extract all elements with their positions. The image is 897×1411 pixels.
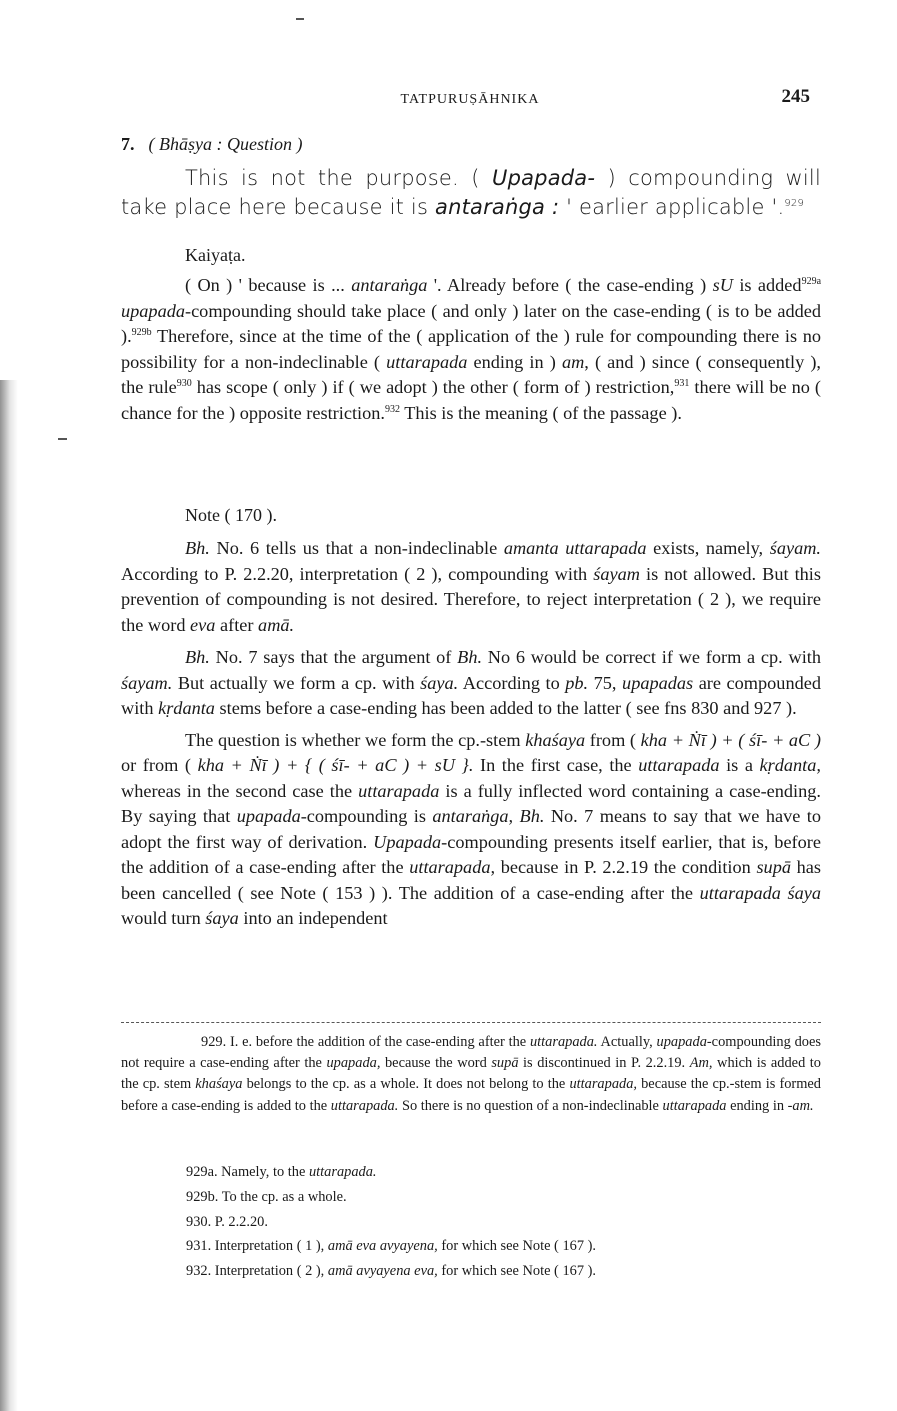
text-run: has been cancelled ( see Note ( 153 ) ). The addition of a case-ending after the [121,857,821,903]
section-label: ( Bhāṣya : Question ) [148,134,303,154]
section-heading [121,134,302,155]
text-run: has scope ( only ) if ( we adopt ) the other ( form of ) restriction, [191,377,675,397]
text-run-italic: pb. [565,672,589,693]
text-run-italic: amanta uttarapada [503,538,647,558]
text-run-italic: amā. [258,614,295,635]
note-paragraph-2 [121,645,821,722]
text-run: The question is whether we form the cp.-stem [185,729,526,750]
footnote-931 [186,1236,826,1256]
text-run-italic: upapada [121,300,185,321]
note-paragraph-3 [121,728,821,932]
footnote-ref: 929 [784,198,805,209]
text-run: for which see Note ( 167 ). [437,1263,597,1279]
text-run-italic: antaraṅga, Bh. [432,806,545,826]
text-run: No. 6 tells us that a non-indeclinable [209,538,504,558]
text-run: No. 7 says that the argument of [209,647,458,667]
text-run: ending in [726,1097,788,1114]
text-run-italic: kha + Ṅī ) + ( śī- + aC ) [640,729,821,750]
text-run: -compounding presents itself earlier, that is, before the addition of a case-ending after the [121,831,821,877]
text-run: , ( and ) since ( consequently ), the rule [121,351,821,397]
text-run-italic: supā [491,1055,519,1072]
text-run-italic: upapadas [622,672,694,693]
text-run: In the first case, the [473,755,639,775]
text-run: 930. P. 2.2.20. [186,1214,268,1230]
footnote-ref: 931 [674,377,690,389]
text-run: 932. Interpretation ( 2 ), [186,1263,328,1279]
text-run: '. Already before ( the case-ending ) [427,275,713,295]
text-run-italic: am [561,351,585,372]
text-run: from ( [585,729,641,750]
text-run-italic: khaśaya [525,729,586,750]
text-run-italic: uttarapada [386,351,468,372]
text-run: is discontinued in P. 2.2.19. [518,1055,690,1072]
footnote-929a [186,1162,826,1182]
text-run: whereas in the second case the [121,780,359,801]
text-run: ' earlier applicable '. [566,195,785,219]
text-run-italic: -am. [787,1097,814,1114]
text-run: 931. Interpretation ( 1 ), [186,1238,328,1254]
text-run: is a [719,755,760,775]
text-run-italic: upapada, [326,1055,381,1072]
text-run-italic: śaya. [420,672,459,693]
text-run-italic: antaraṅga : [435,195,567,219]
footnote-929-text [121,1032,821,1117]
text-run: belongs to the cp. as a whole. It does not belong to the [242,1076,570,1093]
text-run: 929. I. e. before the addition of the case-ending after the [201,1034,530,1050]
text-run: are compounded with [121,672,821,718]
text-run-italic: antaraṅga [351,275,428,295]
text-run-italic: supā [756,857,791,877]
kaiyata-heading: Kaiyaṭa. [185,245,246,265]
text-run: is a fully inflected word containing a case-ending. By saying that [121,780,821,826]
footnote-ref: 929a [801,275,822,287]
text-run-italic: uttarapada, [569,1076,637,1093]
text-run-italic: uttarapada, [409,857,496,877]
text-run-italic: upapada [236,806,301,826]
text-run-italic: uttarapada. [529,1034,598,1050]
scan-edge-shadow [0,380,18,1411]
text-run: 75, [588,672,623,693]
text-run-italic: Am, [689,1055,713,1072]
text-run: This is the meaning ( of the passage ). [399,402,682,423]
footnote-929 [121,1032,821,1117]
note-paragraph-1 [121,536,821,638]
text-run-italic: amā eva avyayena, [327,1238,438,1254]
text-run: because the cp.-stem is formed before a case-ending is added to the [121,1076,822,1114]
text-run-italic: Bh. [185,538,210,558]
translation-paragraph [121,164,821,222]
text-run: exists, namely, [646,538,770,558]
kaiyata-paragraph [121,273,821,426]
text-run: -compounding should take place ( and only ) later on the case-ending ( is to be added ). [121,300,821,346]
text-run: ) compounding will take place here because it is [121,166,821,219]
text-run: because in P. 2.2.19 the condition [495,857,757,877]
text-run-italic: kha + Ṅī ) + { ( śī- + aC ) + sU }. [197,755,474,775]
text-run: which is added to the cp. stem [121,1055,822,1093]
note-heading: Note ( 170 ). [185,505,277,525]
text-run: -compounding does not require a case-ending after the [121,1034,821,1072]
footnote-ref: 929b [131,326,152,338]
footnote-divider [121,1022,821,1023]
text-run-italic: uttarapada śaya [699,882,821,903]
text-run-italic: upapada [656,1034,707,1050]
text-run-italic: śayam. [121,672,173,693]
kaiyata-block [121,273,821,426]
page-header [120,84,820,114]
text-run-italic: kṛdanta [158,698,215,718]
text-run: because the word [380,1055,492,1072]
text-run-italic: uttarapada. [330,1097,399,1114]
text-run-italic: uttarapada [662,1097,727,1114]
text-run-italic: uttarapada [358,780,440,801]
text-run: Therefore, since at the time of the ( application of the ) rule for compounding there is no possibility for a non-indeclinable ( [121,326,821,372]
text-run: is not allowed. But this prevention of compounding is not desired. Therefore, to reject interpretation ( 2 ), we require the word [121,563,822,635]
text-run: No 6 would be correct if we form a cp. with [482,647,821,667]
text-run: into an independent [238,908,388,928]
text-run-italic: kṛdanta, [759,755,821,775]
text-run: is added [732,275,802,295]
text-run: So there is no question of a non-indeclinable [398,1097,663,1114]
text-run-italic: khaśaya [195,1076,243,1093]
text-run-italic: Bh. [185,647,210,667]
text-run: But actually we form a cp. with [172,672,421,693]
text-run: or from ( [121,755,198,775]
text-run: -compounding is [300,806,433,826]
text-run: Actually, [597,1034,657,1050]
footnote-ref: 932 [384,403,400,415]
text-run-italic: Upapada- [492,166,596,190]
note-block [121,536,821,932]
text-run: According to P. 2.2.20, interpretation ( 2 ), compounding with [121,563,594,584]
text-run-italic: Upapada [373,831,442,852]
text-run-italic: śayam [593,563,640,584]
text-run: 929a. Namely, to the [186,1164,309,1180]
stray-mark [296,18,304,20]
footnote-932 [186,1261,826,1281]
text-run: 929b. To the cp. as a whole. [186,1189,347,1205]
text-run-italic: uttarapada [638,755,720,775]
text-run-italic: Bh. [457,647,483,667]
text-run: for which see Note ( 167 ). [437,1238,597,1254]
translation-block [121,164,821,222]
stray-mark [58,438,67,440]
text-run-italic: amā avyayena eva, [327,1263,438,1279]
text-run: ( On ) ' because is ... [185,275,352,295]
text-run: there will be no ( chance for the ) opposite restriction. [121,377,821,423]
text-run: after [215,614,259,635]
text-run-italic: uttarapada. [308,1164,377,1180]
text-run-italic: eva [190,614,216,635]
page-number: 245 [781,86,810,107]
section-number: 7. [121,134,135,154]
footnote-929b [186,1187,826,1207]
footnote-ref: 930 [176,377,192,389]
text-run-italic: sU [712,275,733,295]
text-run-italic: śaya [205,908,239,928]
running-title: TATPURUṢĀHNIKA [400,92,540,107]
text-run: According to [458,672,566,693]
text-run: would turn [121,908,206,928]
text-run-italic: śayam. [769,538,822,558]
text-run: ending in ) [467,351,562,372]
text-run: This is not the purpose. ( [185,166,492,190]
text-run: stems before a case-ending has been added to the latter ( see fns 830 and 927 ). [214,698,797,718]
text-run: No. 7 means to say that we have to adopt the first way of derivation. [121,806,821,852]
footnote-930 [186,1212,826,1232]
